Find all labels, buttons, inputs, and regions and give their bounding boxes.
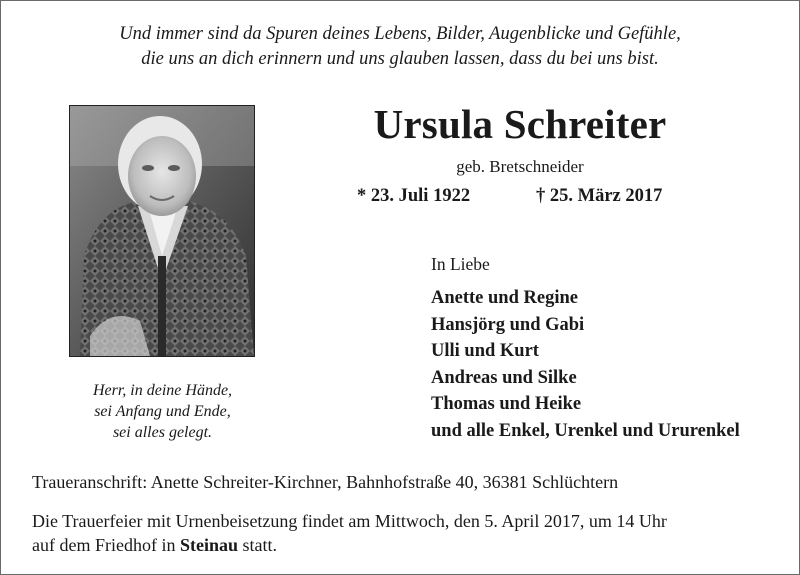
deceased-name: Ursula Schreiter [373, 101, 667, 147]
mourners-list [431, 285, 740, 444]
mourning-address: Traueranschrift: Anette Schreiter-Kirchner, Bahnhofstraße 40, 36381 Schlüchtern [32, 472, 619, 492]
mourner-item: Hansjörg und Gabi [431, 314, 585, 335]
mourner-item: Ulli und Kurt [431, 341, 539, 361]
mourner-item: Anette und Regine [431, 288, 578, 308]
quote-line-3: sei alles gelegt. [112, 424, 213, 441]
portrait-photo [69, 105, 255, 357]
motto-line-2: die uns an dich erinnern und uns glauben lassen, dass du bei uns bist. [141, 49, 659, 69]
mourner-item: Thomas und Heike [431, 394, 582, 414]
quote-line-1: Herr, in deine Hände, [92, 382, 233, 399]
portrait-image [70, 106, 254, 356]
funeral-service-info [32, 509, 792, 557]
service-line-2-end: statt. [238, 535, 277, 555]
maiden-name: geb. Bretschneider [456, 157, 584, 176]
service-line-2-start: auf dem Friedhof in [32, 535, 180, 555]
death-date: † 25. März 2017 [536, 186, 663, 206]
motto-line-1: Und immer sind da Spuren deines Lebens, Bilder, Augenblicke und Gefühle, [119, 24, 681, 44]
service-line-2 [32, 533, 792, 557]
mourning-intro: In Liebe [431, 254, 490, 274]
mourner-item: Andreas und Silke [431, 367, 577, 388]
birth-date: * 23. Juli 1922 [357, 186, 471, 206]
motto-verse [0, 22, 800, 72]
quote-line-2: sei Anfang und Ende, [94, 403, 231, 420]
service-place: Steinau [179, 535, 238, 555]
mourner-item: und alle Enkel, Urenkel und Ururenkel [431, 420, 740, 441]
service-line-1: Die Trauerfeier mit Urnenbeisetzung findet am Mittwoch, den 5. April 2017, um 14 Uhr [32, 511, 667, 531]
bible-quote [40, 380, 285, 443]
